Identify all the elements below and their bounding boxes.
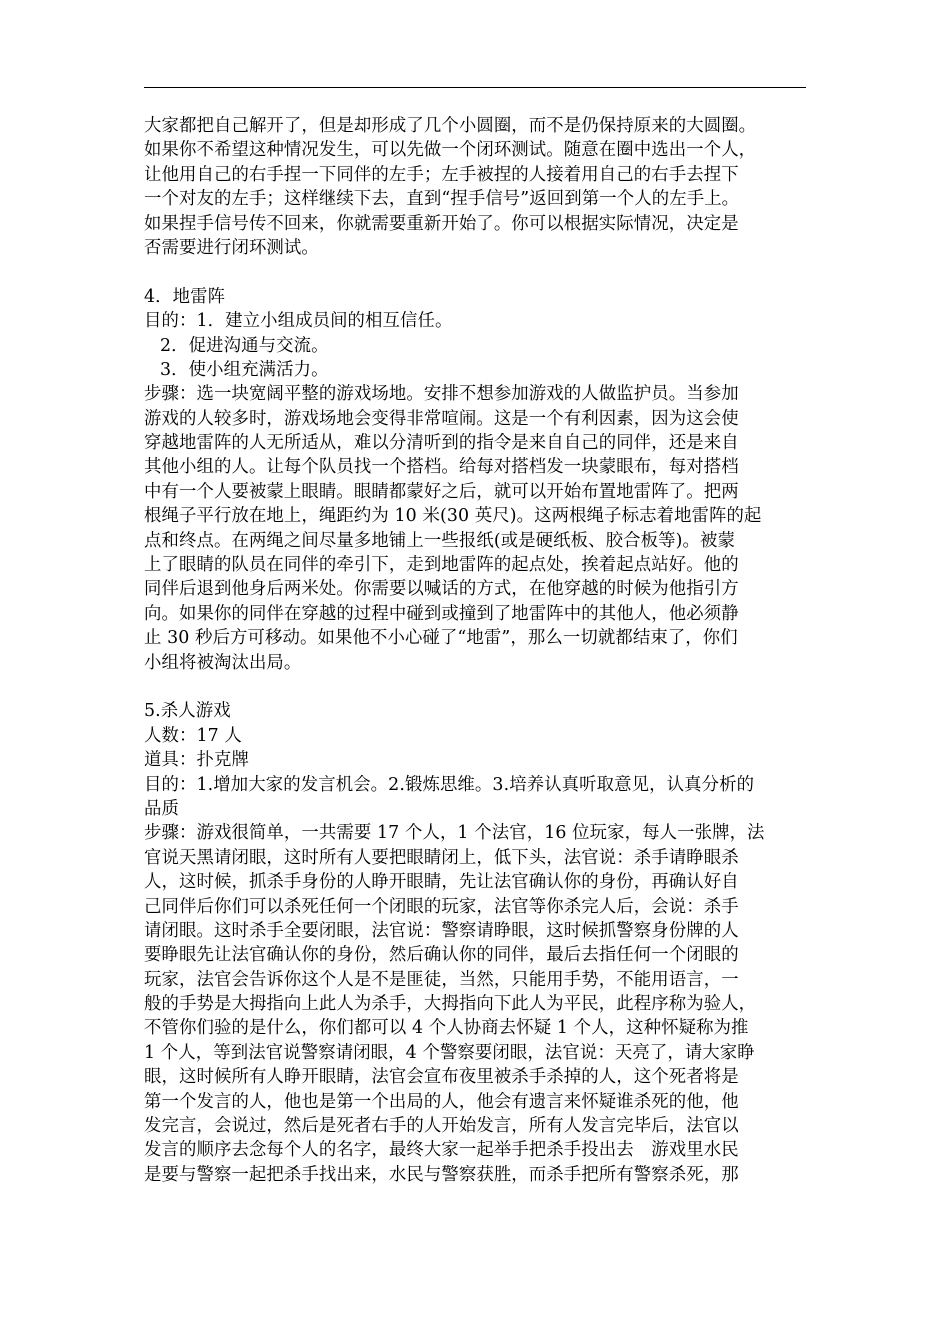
text-line: 否需要进行闭环测试。 [144,237,319,258]
text-line: 己同伴后你们可以杀死任何一个闭眼的玩家，法官等你杀完人后，会说：杀手 [144,896,739,917]
text-line: 大家都把自己解开了，但是却形成了几个小圆圈，而不是仍保持原来的大圆圈。 [144,116,757,136]
text-line: 第一个发言的人，他也是第一个出局的人，他会有遗言来怀疑谁杀死的他，他 [144,1091,739,1112]
text-line: 请闭眼。这时杀手全要闭眼，法官说：警察请睁眼，这时候抓警察身份牌的人 [144,920,739,941]
blank-line [144,260,808,284]
text-line: 游戏的人较多时，游戏场地会变得非常喧闹。这是一个有利因素，因为这会使 [144,408,739,429]
section-minefield [144,285,808,675]
text-line: 步骤：游戏很简单，一共需要 17 个人，1 个法官，16 位玩家，每人一张牌，法 [144,823,765,844]
text-line: 如果捏手信号传不回来，你就需要重新开始了。你可以根据实际情况，决定是 [144,213,739,234]
section-killer-game [144,699,808,1187]
text-line: 官说天黑请闭眼，这时所有人要把眼睛闭上，低下头，法官说：杀手请睁眼杀 [144,847,739,868]
section-title: 4．地雷阵 [144,286,226,307]
blank-line [144,675,808,699]
section-title: 5.杀人游戏 [144,701,231,722]
text-line: 根绳子平行放在地上，绳距约为 10 米(30 英尺)。这两根绳子标志着地雷阵的起 [144,506,762,527]
header-rule [144,87,806,88]
text-line: 点和终点。在两绳之间尽量多地铺上一些报纸(或是硬纸板、胶合板等)。被蒙 [144,530,735,551]
text-line: 上了眼睛的队员在同伴的牵引下，走到地雷阵的起点处，挨着起点站好。他的 [144,555,739,576]
text-line: 同伴后退到他身后两米处。你需要以喊话的方式，在他穿越的时候为他指引方 [144,579,739,600]
text-line: 步骤：选一块宽阔平整的游戏场地。安排不想参加游戏的人做监护员。当参加 [144,384,739,405]
text-line: 小组将被淘汰出局。 [144,652,302,673]
text-line: 要睁眼先让法官确认你的身份，然后确认你的同伴，最后去指任何一个闭眼的 [144,945,739,966]
goal-line: 2．促进沟通与交流。 [160,335,329,356]
text-line: 般的手势是大拇指向上此人为杀手，大拇指向下此人为平民，此程序称为验人， [144,994,757,1015]
people-count: 人数：17 人 [144,725,242,746]
goal-line: 品质 [144,798,179,819]
text-line: 是要与警察一起把杀手找出来，水民与警察获胜，而杀手把所有警察杀死，那 [144,1164,739,1185]
text-line: 让他用自己的右手捏一下同伴的左手；左手被捏的人接着用自己的右手去捏下 [144,164,739,185]
text-line: 中有一个人要被蒙上眼睛。眼睛都蒙好之后，就可以开始布置地雷阵了。把两 [144,481,739,502]
goal-line: 3．使小组充满活力。 [160,359,329,380]
goal-line: 目的：1.增加大家的发言机会。2.锻炼思维。3.培养认真听取意见，认真分析的 [144,774,755,795]
props-line: 道具：扑克牌 [144,750,249,771]
text-line: 人，这时候，抓杀手身份的人睁开眼睛，先让法官确认你的身份，再确认好自 [144,872,739,893]
text-line: 发言的顺序去念每个人的名字，最终大家一起举手把杀手投出去 游戏里水民 [144,1140,739,1161]
document-body [144,114,808,1187]
paragraph-closed-loop-test [144,114,808,260]
text-line: 一个对友的左手；这样继续下去，直到“捏手信号”返回到第一个人的左手上。 [144,189,740,210]
text-line: 如果你不希望这种情况发生，可以先做一个闭环测试。随意在圈中选出一个人， [144,140,757,161]
text-line: 发完言，会说过，然后是死者右手的人开始发言，所有人发言完毕后，法官以 [144,1116,739,1137]
text-line: 其他小组的人。让每个队员找一个搭档。给每对搭档发一块蒙眼布，每对搭档 [144,457,739,478]
text-line: 玩家，法官会告诉你这个人是不是匪徒，当然，只能用手势，不能用语言，一 [144,969,739,990]
goal-line: 目的：1．建立小组成员间的相互信任。 [144,311,453,332]
text-line: 眼，这时候所有人睁开眼睛，法官会宣布夜里被杀手杀掉的人，这个死者将是 [144,1067,739,1088]
text-line: 1 个人，等到法官说警察请闭眼，4 个警察要闭眼，法官说：天亮了，请大家睁 [144,1042,755,1063]
text-line: 止 30 秒后方可移动。如果他不小心碰了“地雷”，那么一切就都结束了，你们 [144,628,738,649]
text-line: 向。如果你的同伴在穿越的过程中碰到或撞到了地雷阵中的其他人，他必须静 [144,603,739,624]
text-line: 不管你们验的是什么，你们都可以 4 个人协商去怀疑 1 个人，这种怀疑称为推 [144,1018,749,1039]
text-line: 穿越地雷阵的人无所适从，难以分清听到的指令是来自自己的同伴，还是来自 [144,433,739,454]
